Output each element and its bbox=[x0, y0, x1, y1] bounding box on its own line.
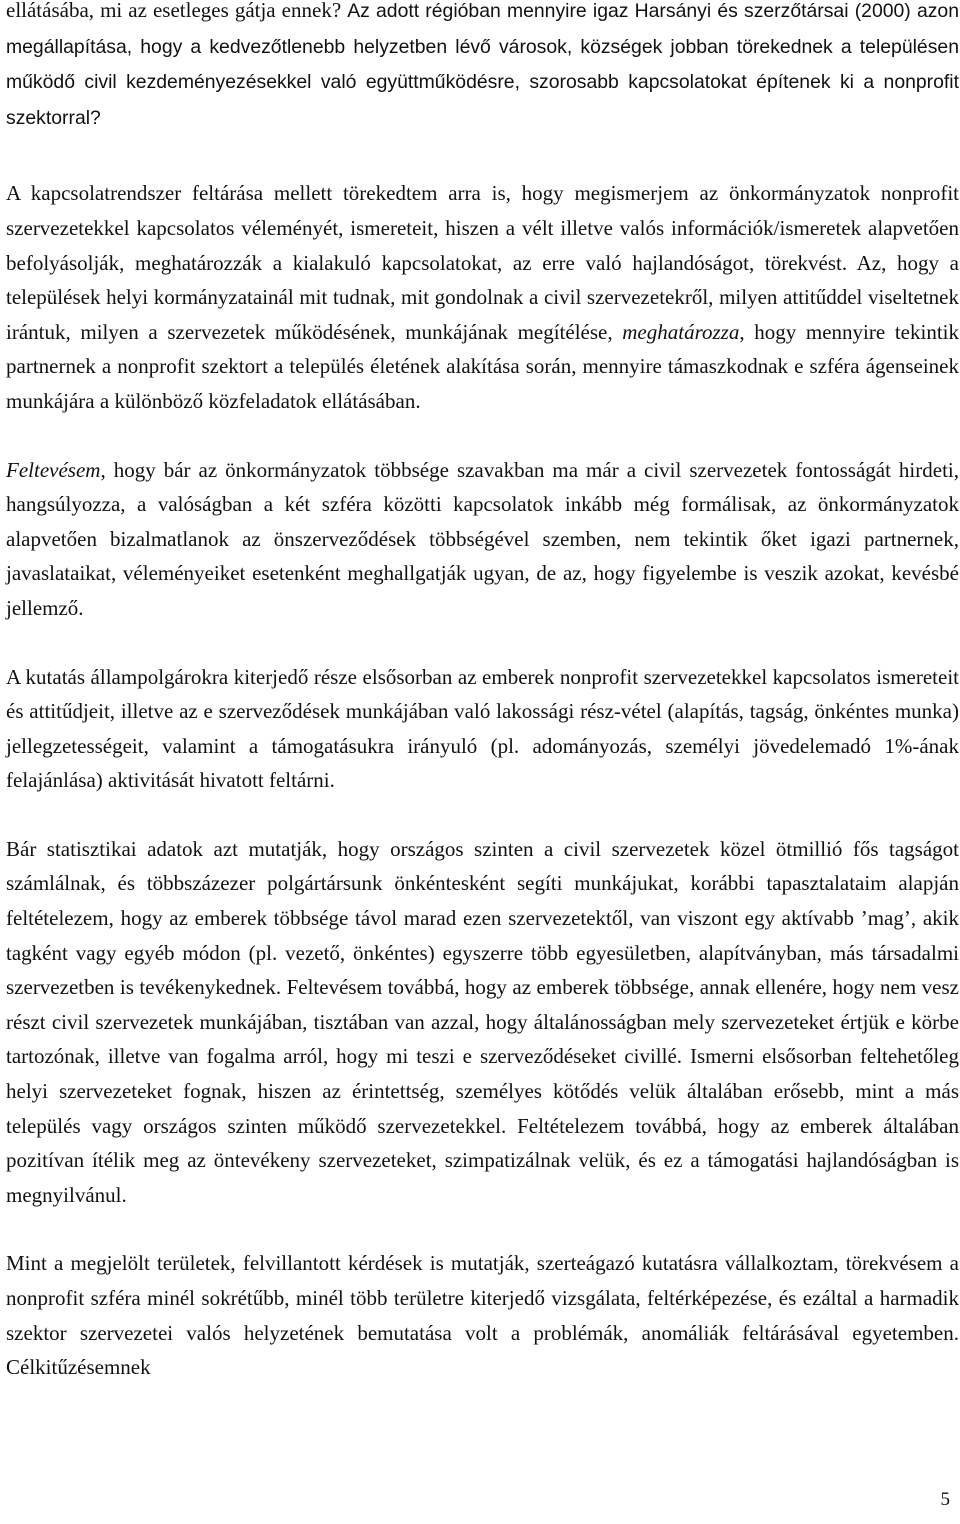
text-segment-italic: Feltevésem bbox=[6, 457, 101, 482]
document-page bbox=[6, 0, 959, 1385]
text-segment: ellátásába, mi az esetleges gátja ennek? bbox=[6, 0, 348, 22]
paragraph-gap bbox=[6, 798, 959, 832]
text-segment: Az adott régióban mennyire igaz Harsányi és szerzőtársai (2000) azon megállapítása, hogy a kedvezőtlenebb helyzetben lévő városok, községek jobban törekednek a településen működő civil kezdeményezésekkel való együttműködésre, szorosabb kapcsolatokat építenek ki a nonprofit szektorral? bbox=[6, 0, 959, 129]
paragraph-hypothesis bbox=[6, 453, 959, 626]
text-segment: Mint a megjelölt területek, felvillantott kérdések is mutatják, szerteágazó kutatásra vállalkoztam, törekvésem a nonprofit szféra minél sokrétűbb, minél több területre kiterjedő vizsgálata, feltérképezése, és ezáltal a harmadik szektor szervezetei valós helyzetének bemutatása volt a problémák, anomáliák feltárásával egyetemben. Célkitűzésemnek bbox=[6, 1251, 959, 1380]
paragraph-scope bbox=[6, 1246, 959, 1384]
paragraph-research-question bbox=[6, 0, 959, 135]
paragraph-gap bbox=[6, 1212, 959, 1246]
text-segment: A kutatás állampolgárokra kiterjedő része elsősorban az emberek nonprofit szervezetekkel kapcsolatos ismereteit és attitűdjeit, illetve az e szerveződések munkájában való lakossági rész-vétel (alapítás, tagság, önkéntes munka) jellegzetességeit, valamint a támogatásukra irányuló (pl. adományozás, személyi jövedelemadó 1%-ának felajánlása) aktivitását hivatott feltárni. bbox=[6, 664, 959, 793]
text-segment: , hogy bár az önkormányzatok többsége szavakban ma már a civil szervezetek fontosságát hirdeti, hangsúlyozza, a valóságban a két szféra közötti kapcsolatok inkább még formálisak, az önkormányzatok alapvetően bizalmatlanok az önszerveződések többségével szemben, nem tekintik őket igazi partnernek, javaslataikat, véleményeiket esetenként meghallgatják ugyan, de az, hogy figyelembe is veszik azokat, kevésbé jellemző. bbox=[6, 457, 959, 620]
page-number: 5 bbox=[940, 1489, 950, 1510]
paragraph-citizen-research bbox=[6, 660, 959, 798]
text-segment: A kapcsolatrendszer feltárása mellett törekedtem arra is, hogy megismerjem az önkormányzatok nonprofit szervezetekkel kapcsolatos véleményét, ismereteit, hiszen a vélt illetve valós információk/ismeretek alapvetően befolyásolják, meghatározzák a kialakuló kapcsolatokat, az erre való hajlandóságot, törekvést. Az, hogy a települések helyi kormányzatainál mit tudnak, mit gondolnak a civil szervezetekről, milyen attitűddel viseltetnek irántuk, milyen a szervezetek működésének, munkájának megítélése, bbox=[6, 181, 959, 344]
paragraph-gap bbox=[6, 142, 959, 176]
text-segment-italic: meghatározza bbox=[622, 319, 740, 344]
paragraph-relations-system bbox=[6, 176, 959, 418]
paragraph-gap bbox=[6, 419, 959, 453]
text-segment: Bár statisztikai adatok azt mutatják, hogy országos szinten a civil szervezetek közel ötmillió fős tagságot számlálnak, és többszázezer polgártársunk önkéntesként segíti munkájukat, korábbi tapasztalataim alapján feltételezem, hogy az emberek többsége távol marad ezen szervezetektől, van viszont egy aktívabb ’mag’, akik tagként vagy egyéb módon (pl. vezető, önkéntes) egyszerre több egyesületben, alapítványban, más társadalmi szervezetben is tevékenykednek. Feltevésem továbbá, hogy az emberek többsége, annak ellenére, hogy nem vesz részt civil szervezetek munkájában, tisztában van azzal, hogy általánosságban mely szervezeteket értjük e körbe tartozónak, illetve van fogalma arról, hogy mi teszi e szerveződéseket civillé. Ismerni elsősorban feltehetőleg helyi szervezeteket fognak, hiszen az érintettség, személyes kötődés velük általában erősebb, mint a más település vagy országos szinten működő szervezetekkel. Feltételezem továbbá, hogy az emberek általában pozitívan ítélik meg az öntevékeny szervezeteket, szimpatizálnak velük, és ez a támogatási hajlandóságban is megnyilvánul. bbox=[6, 836, 959, 1207]
text-segment: , hogy mennyire tekintik partnernek a nonprofit szektort a település életének alakítása során, mennyire támaszkodnak e szféra ágenseinek munkájára a különböző közfeladatok ellátásában. bbox=[6, 319, 959, 413]
paragraph-statistics bbox=[6, 832, 959, 1213]
paragraph-gap bbox=[6, 626, 959, 660]
